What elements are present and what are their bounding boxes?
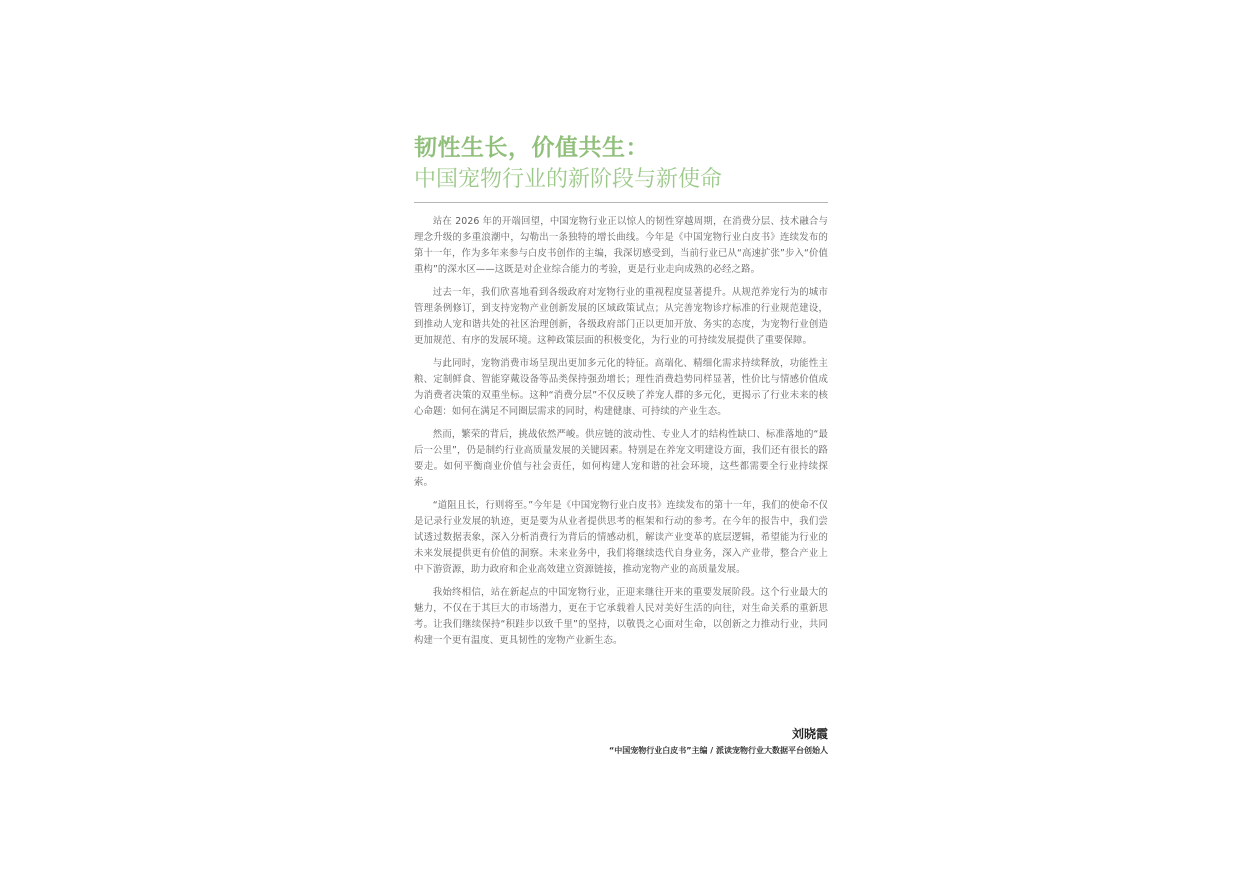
paragraph: “道阻且长，行则将至。”今年是《中国宠物行业白皮书》连续发布的第十一年，我们的使命不仅是记录行业发展的轨迹，更是要为从业者提供思考的框架和行动的参考。在今年的报告中，我们尝试透过数据表象，深入分析消费行为背后的情感动机，解读产业变革的底层逻辑，希望能为行业的未来发展提供更有价值的洞察。未来业务中，我们将继续迭代自身业务，深入产业带，整合产业上中下游资源，助力政府和企业高效建立资源链接，推动宠物产业的高质量发展。 <box>414 500 828 575</box>
paragraph: 然而，繁荣的背后，挑战依然严峻。供应链的波动性、专业人才的结构性缺口、标准落地的“最后一公里”，仍是制约行业高质量发展的关键因素。特别是在养宠文明建设方面，我们还有很长的路要走。如何平衡商业价值与社会责任，如何构建人宠和谐的社会环境，这些都需要全行业持续探索。 <box>414 429 828 488</box>
paragraph: 过去一年，我们欣喜地看到各级政府对宠物行业的重视程度显著提升。从规范养宠行为的城市管理条例修订，到支持宠物产业创新发展的区域政策试点；从完善宠物诊疗标准的行业规范建设，到推动人宠和谐共处的社区治理创新，各级政府部门正以更加开放、务实的态度，为宠物行业创造更加规范、有序的发展环境。这种政策层面的积极变化，为行业的可持续发展提供了重要保障。 <box>414 287 828 346</box>
paragraph: 我始终相信，站在新起点的中国宠物行业，正迎来继往开来的重要发展阶段。这个行业最大的魅力，不仅在于其巨大的市场潜力，更在于它承载着人民对美好生活的向往，对生命关系的重新思考。让我们继续保持“积跬步以致千里”的坚持，以敬畏之心面对生命，以创新之力推动行业，共同构建一个更有温度、更具韧性的宠物产业新生态。 <box>414 587 828 646</box>
body-text <box>414 214 828 656</box>
author-role: “中国宠物行业白皮书”主编 / 派读宠物行业大数据平台创始人 <box>608 746 828 755</box>
signature-block <box>414 726 828 758</box>
author-name: 刘晓霞 <box>791 727 828 741</box>
paragraph: 与此同时，宠物消费市场呈现出更加多元化的特征。高端化、精细化需求持续释放，功能性主粮、定制鲜食、智能穿戴设备等品类保持强劲增长；理性消费趋势同样显著，性价比与情感价值成为消费者决策的双重坐标。这种“消费分层”不仅反映了养宠人群的多元化，更揭示了行业未来的核心命题：如何在满足不同圈层需求的同时，构建健康、可持续的产业生态。 <box>414 358 828 417</box>
title-block <box>414 132 828 196</box>
title-divider <box>414 202 828 203</box>
page-subtitle: 中国宠物行业的新阶段与新使命 <box>414 167 723 192</box>
paragraph: 站在 2026 年的开端回望，中国宠物行业正以惊人的韧性穿越周期，在消费分层、技术融合与理念升级的多重浪潮中，勾勒出一条独特的增长曲线。今年是《中国宠物行业白皮书》连续发布的第十一年，作为多年来参与白皮书创作的主编，我深切感受到，当前行业已从“高速扩张”步入“价值重构”的深水区——这既是对企业综合能力的考验，更是行业走向成熟的必经之路。 <box>414 216 828 275</box>
page-title: 韧性生长，价值共生： <box>414 135 649 161</box>
